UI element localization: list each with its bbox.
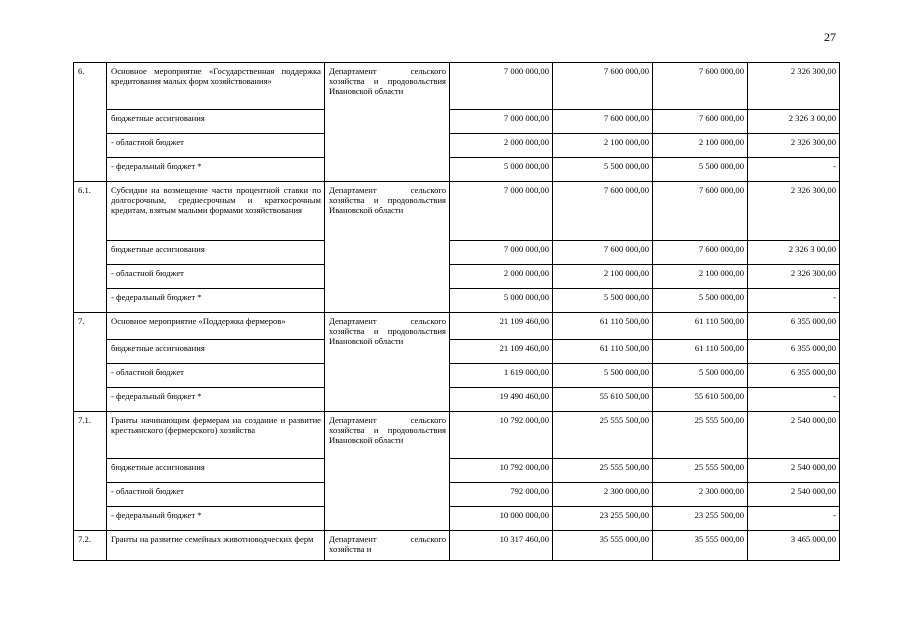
value-cell: 21 109 460,00 bbox=[450, 313, 553, 340]
value-cell: 10 000 000,00 bbox=[450, 507, 553, 531]
table-row bbox=[74, 459, 840, 483]
value-cell: 2 326 3 00,00 bbox=[748, 241, 840, 265]
row-description: - областной бюджет bbox=[107, 364, 325, 388]
value-cell: 7 600 000,00 bbox=[653, 110, 748, 134]
row-description: Основное мероприятие «Государственная поддержка кредитования малых форм хозяйствования» bbox=[107, 63, 325, 110]
value-cell: 2 540 000,00 bbox=[748, 412, 840, 459]
value-cell: 2 100 000,00 bbox=[553, 265, 653, 289]
value-cell: 61 110 500,00 bbox=[653, 340, 748, 364]
value-cell: 61 110 500,00 bbox=[653, 313, 748, 340]
row-description: бюджетные ассигнования bbox=[107, 340, 325, 364]
table-row bbox=[74, 364, 840, 388]
row-description: Гранты начинающим фермерам на создание и развитие крестьянского (фермерского) хозяйства bbox=[107, 412, 325, 459]
table-row bbox=[74, 289, 840, 313]
value-cell: 25 555 500,00 bbox=[553, 459, 653, 483]
row-description: - федеральный бюджет * bbox=[107, 289, 325, 313]
row-description: бюджетные ассигнования bbox=[107, 110, 325, 134]
row-number: 6. bbox=[74, 63, 107, 182]
value-cell: 2 100 000,00 bbox=[653, 265, 748, 289]
table-row bbox=[74, 182, 840, 241]
value-cell: 7 000 000,00 bbox=[450, 182, 553, 241]
table-row bbox=[74, 241, 840, 265]
row-description: - федеральный бюджет * bbox=[107, 388, 325, 412]
row-description: - областной бюджет bbox=[107, 265, 325, 289]
table-row bbox=[74, 265, 840, 289]
value-cell: 25 555 500,00 bbox=[553, 412, 653, 459]
value-cell: 7 000 000,00 bbox=[450, 241, 553, 265]
value-cell: 5 500 000,00 bbox=[653, 158, 748, 182]
value-cell: 7 000 000,00 bbox=[450, 110, 553, 134]
row-executor: Департамент сельского хозяйства и продовольствия Ивановской области bbox=[325, 313, 450, 412]
value-cell: 2 100 000,00 bbox=[553, 134, 653, 158]
value-cell: 6 355 000,00 bbox=[748, 340, 840, 364]
value-cell: 61 110 500,00 bbox=[553, 313, 653, 340]
table-row bbox=[74, 388, 840, 412]
row-executor: Департамент сельского хозяйства и продовольствия Ивановской области bbox=[325, 63, 450, 182]
row-description: бюджетные ассигнования bbox=[107, 241, 325, 265]
value-cell: 5 500 000,00 bbox=[653, 364, 748, 388]
table-row bbox=[74, 134, 840, 158]
row-number: 7.1. bbox=[74, 412, 107, 531]
value-cell: 2 300 000,00 bbox=[553, 483, 653, 507]
page-number: 27 bbox=[824, 30, 836, 44]
row-executor: Департамент сельского хозяйства и продовольствия Ивановской области bbox=[325, 182, 450, 313]
value-cell: 2 540 000,00 bbox=[748, 459, 840, 483]
value-cell: 2 326 300,00 bbox=[748, 134, 840, 158]
value-cell: 23 255 500,00 bbox=[653, 507, 748, 531]
value-cell: 5 000 000,00 bbox=[450, 289, 553, 313]
value-cell: 7 600 000,00 bbox=[553, 241, 653, 265]
row-description: Гранты на развитие семейных животноводческих ферм bbox=[107, 531, 325, 561]
value-cell: 5 000 000,00 bbox=[450, 158, 553, 182]
row-executor: Департамент сельского хозяйства и продовольствия Ивановской области bbox=[325, 412, 450, 531]
value-cell: 7 600 000,00 bbox=[653, 241, 748, 265]
value-cell: 10 792 000,00 bbox=[450, 459, 553, 483]
value-cell: 19 490 460,00 bbox=[450, 388, 553, 412]
value-cell: 5 500 000,00 bbox=[553, 289, 653, 313]
value-cell: 7 600 000,00 bbox=[553, 182, 653, 241]
row-number: 7.2. bbox=[74, 531, 107, 561]
value-cell: 2 326 300,00 bbox=[748, 265, 840, 289]
value-cell: 2 000 000,00 bbox=[450, 134, 553, 158]
value-cell: - bbox=[748, 158, 840, 182]
table-row bbox=[74, 531, 840, 561]
table-row bbox=[74, 158, 840, 182]
value-cell: 2 540 000,00 bbox=[748, 483, 840, 507]
value-cell: 2 000 000,00 bbox=[450, 265, 553, 289]
row-description: бюджетные ассигнования bbox=[107, 459, 325, 483]
value-cell: 2 100 000,00 bbox=[653, 134, 748, 158]
value-cell: 2 326 300,00 bbox=[748, 182, 840, 241]
value-cell: 7 600 000,00 bbox=[553, 110, 653, 134]
row-number: 6.1. bbox=[74, 182, 107, 313]
value-cell: 35 555 000,00 bbox=[653, 531, 748, 561]
table-row bbox=[74, 313, 840, 340]
value-cell: 21 109 460,00 bbox=[450, 340, 553, 364]
value-cell: 5 500 000,00 bbox=[553, 158, 653, 182]
value-cell: 792 000,00 bbox=[450, 483, 553, 507]
value-cell: - bbox=[748, 388, 840, 412]
value-cell: 35 555 000,00 bbox=[553, 531, 653, 561]
row-description: - федеральный бюджет * bbox=[107, 507, 325, 531]
value-cell: 6 355 000,00 bbox=[748, 364, 840, 388]
value-cell: 55 610 500,00 bbox=[553, 388, 653, 412]
value-cell: - bbox=[748, 289, 840, 313]
value-cell: 7 600 000,00 bbox=[653, 182, 748, 241]
value-cell: 1 619 000,00 bbox=[450, 364, 553, 388]
budget-table bbox=[73, 62, 840, 561]
value-cell: 10 792 000,00 bbox=[450, 412, 553, 459]
value-cell: 55 610 500,00 bbox=[653, 388, 748, 412]
value-cell: 10 317 460,00 bbox=[450, 531, 553, 561]
row-description: - федеральный бюджет * bbox=[107, 158, 325, 182]
table-row bbox=[74, 507, 840, 531]
row-description: - областной бюджет bbox=[107, 134, 325, 158]
value-cell: 25 555 500,00 bbox=[653, 412, 748, 459]
value-cell: 5 500 000,00 bbox=[653, 289, 748, 313]
table-row bbox=[74, 340, 840, 364]
row-description: - областной бюджет bbox=[107, 483, 325, 507]
table-row bbox=[74, 483, 840, 507]
row-number: 7. bbox=[74, 313, 107, 412]
value-cell: 23 255 500,00 bbox=[553, 507, 653, 531]
value-cell: 6 355 000,00 bbox=[748, 313, 840, 340]
value-cell: 2 326 3 00,00 bbox=[748, 110, 840, 134]
row-description: Основное мероприятие «Поддержка фермеров» bbox=[107, 313, 325, 340]
table-row bbox=[74, 63, 840, 110]
value-cell: 3 465 000,00 bbox=[748, 531, 840, 561]
value-cell: 7 600 000,00 bbox=[553, 63, 653, 110]
value-cell: 2 326 300,00 bbox=[748, 63, 840, 110]
row-executor: Департамент сельского хозяйства и bbox=[325, 531, 450, 561]
row-description: Субсидии на возмещение части процентной ставки по долгосрочным, среднесрочным и краткосрочным кредитам, взятым малыми формами хозяйствования bbox=[107, 182, 325, 241]
value-cell: 61 110 500,00 bbox=[553, 340, 653, 364]
value-cell: 7 000 000,00 bbox=[450, 63, 553, 110]
value-cell: 5 500 000,00 bbox=[553, 364, 653, 388]
table-row bbox=[74, 110, 840, 134]
value-cell: 25 555 500,00 bbox=[653, 459, 748, 483]
value-cell: 2 300 000,00 bbox=[653, 483, 748, 507]
value-cell: - bbox=[748, 507, 840, 531]
value-cell: 7 600 000,00 bbox=[653, 63, 748, 110]
table-row bbox=[74, 412, 840, 459]
